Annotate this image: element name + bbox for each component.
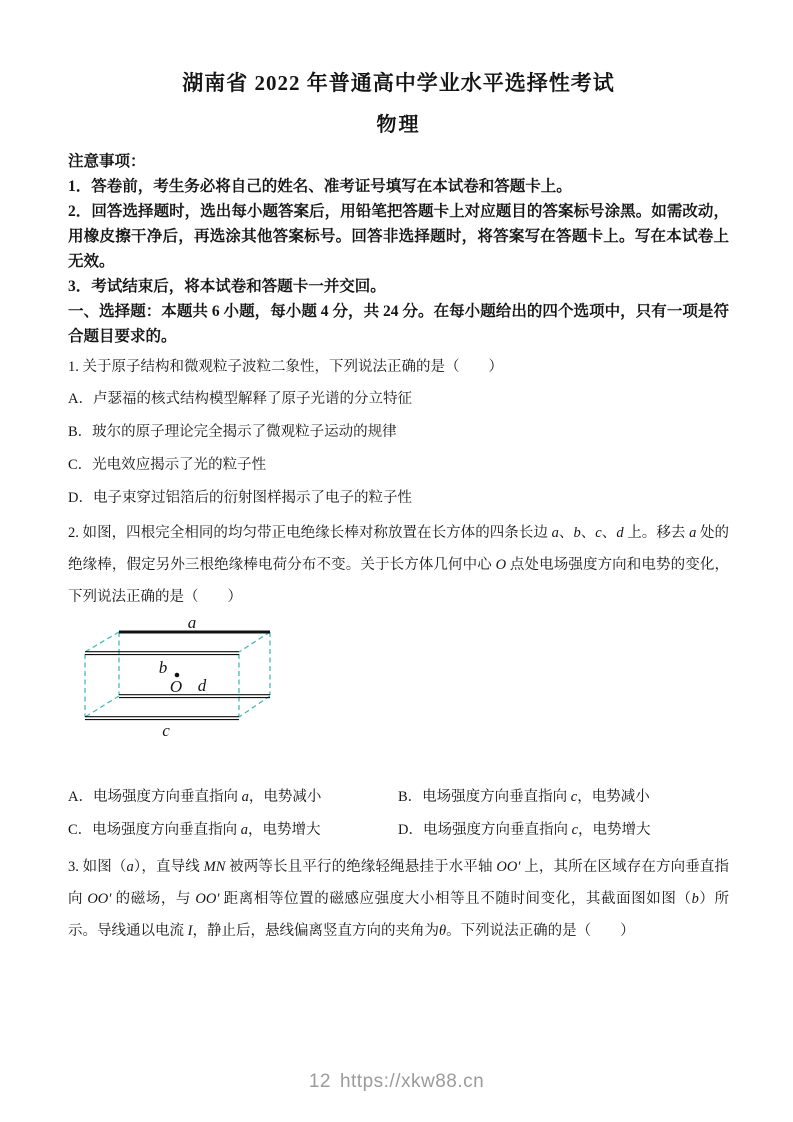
- q2-options-grid: [68, 781, 729, 847]
- option-b: B．电场强度方向垂直指向 c，电势减小: [398, 789, 650, 805]
- notice-item: 2．回答选择题时，选出每小题答案后，用铅笔把答题卡上对应题目的答案标号涂黑。如需改动，用橡皮擦干净后，再选涂其他答案标号。回答非选择题时，将答案写在答题卡上。写在本试卷上无效。: [68, 203, 729, 270]
- question-stem: 3. 如图（a），直导线 MN 被两等长且平行的绝缘轻绳悬挂于水平轴 OO′ 上，其所在区域存在方向垂直指向 OO′ 的磁场，与 OO′ 距离相等位置的磁感应强度大小相等且不随时间变化，其截面图如图（b）所示。导线通以电流 I，静止后，悬线偏离竖直方向的夹角为θ。下列说法正确的是（ ）: [68, 859, 730, 939]
- option-d: D．电场强度方向垂直指向 c，电势增大: [398, 822, 651, 838]
- exam-title: 湖南省 2022 年普通高中学业水平选择性考试: [182, 71, 615, 95]
- option-a: A．电场强度方向垂直指向 a，电势减小: [68, 789, 322, 805]
- figure-label-a: a: [187, 615, 197, 632]
- question-stem: 1. 关于原子结构和微观粒子波粒二象性，下列说法正确的是（ ）: [68, 359, 503, 375]
- cuboid-figure-svg: [82, 615, 292, 743]
- notice-heading: 注意事项：: [68, 153, 146, 170]
- option-a: A．卢瑟福的核式结构模型解释了原子光谱的分立特征: [68, 391, 412, 407]
- question-stem: 2. 如图，四根完全相同的均匀带正电绝缘长棒对称放置在长方体的四条长边 a、b、c、d 上。移去 a 处的绝缘棒，假定另外三根绝缘棒电荷分布不变。关于长方体几何中心 O 点处电场强度方向和电势的变化，下列说法正确的是（ ）: [68, 525, 730, 605]
- figure-label-c: c: [162, 721, 170, 740]
- option-b: B．玻尔的原子理论完全揭示了微观粒子运动的规律: [68, 424, 397, 440]
- page-footer: [0, 1071, 793, 1093]
- hidden-edge-dashed: [85, 632, 119, 652]
- figure-label-d: d: [197, 676, 207, 695]
- option-c: C．光电效应揭示了光的粒子性: [68, 457, 267, 473]
- question-3: [68, 851, 729, 947]
- hidden-edge-dashed: [239, 632, 270, 652]
- notice-item: 1．答卷前，考生务必将自己的姓名、准考证号填写在本试卷和答题卡上。: [68, 178, 572, 195]
- notice-item: 3．考试结束后，将本试卷和答题卡一并交回。: [68, 278, 386, 295]
- footer-url: https://xkw88.cn: [339, 1071, 485, 1092]
- question-1: [68, 351, 729, 515]
- footer-page-number: 12: [308, 1071, 331, 1092]
- section-header: 一、选择题：本题共 6 小题，每小题 4 分，共 24 分。在每小题给出的四个选项中，只有一项是符合题目要求的。: [68, 303, 729, 345]
- figure-label-o: O: [169, 677, 183, 696]
- hidden-edge-dashed: [85, 696, 119, 717]
- cuboid-figure: [82, 615, 729, 745]
- exam-subject: 物理: [376, 114, 421, 136]
- notice-list: [68, 174, 729, 299]
- question-2: [68, 517, 729, 847]
- hidden-edge-dashed: [239, 696, 270, 717]
- figure-label-b: b: [158, 658, 168, 677]
- option-d: D．电子束穿过铝箔后的衍射图样揭示了电子的粒子性: [68, 490, 412, 506]
- option-c: C．电场强度方向垂直指向 a，电势增大: [68, 822, 321, 838]
